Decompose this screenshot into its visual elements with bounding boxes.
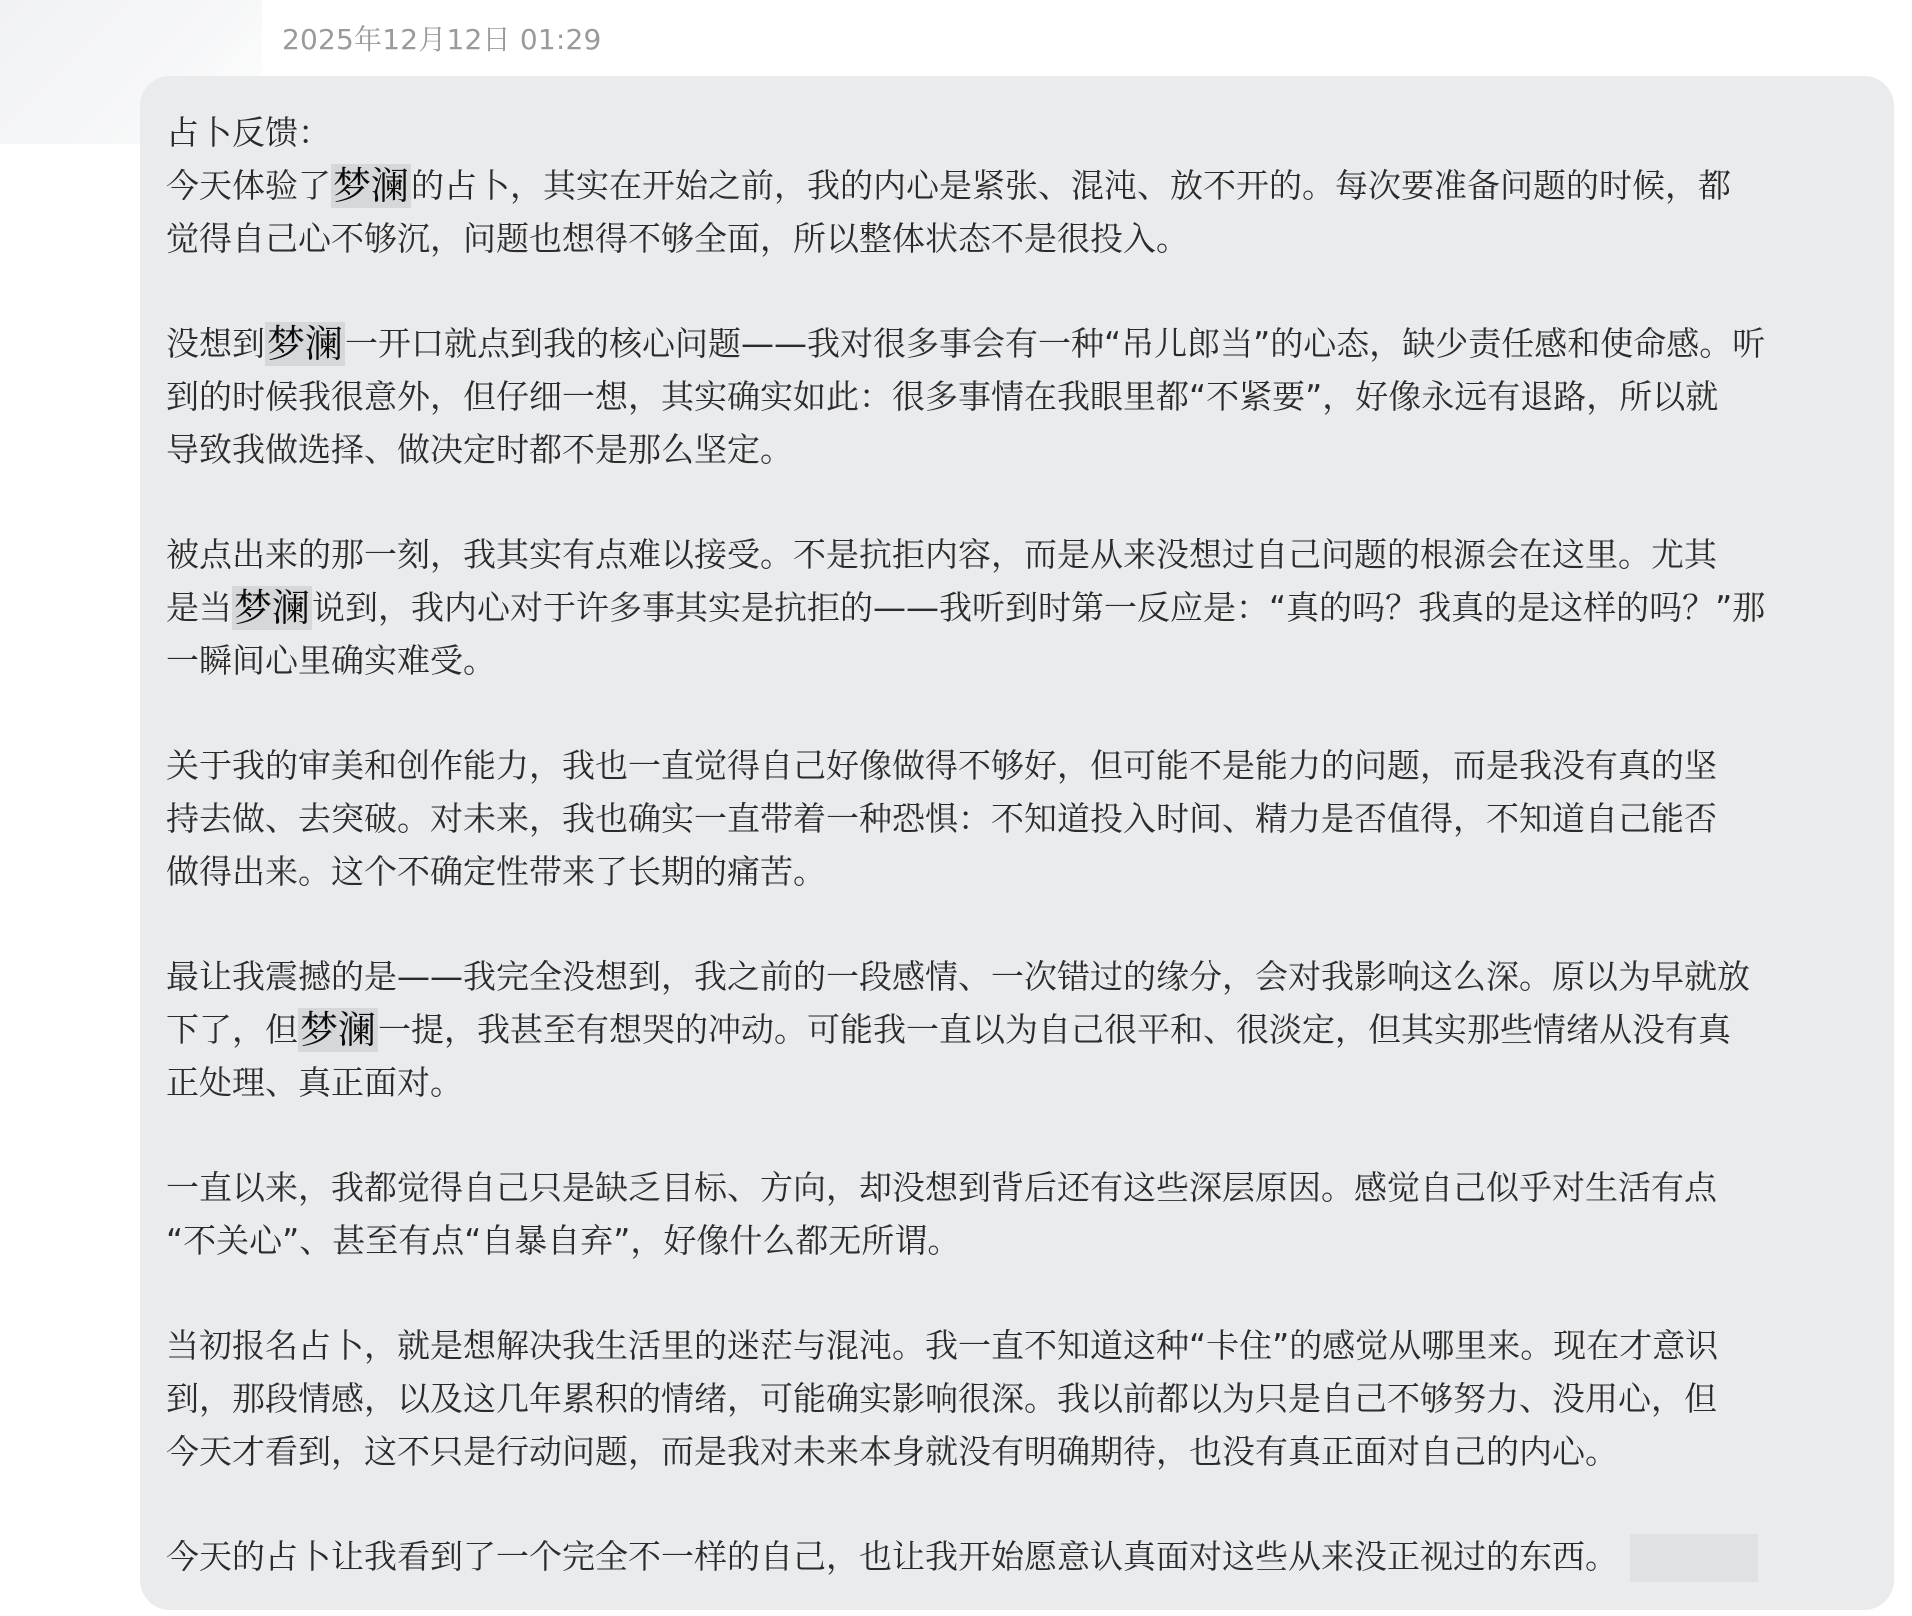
paragraph-3-line-2 xyxy=(166,581,1854,634)
paragraph-3-line-3: 一瞬间心里确实难受。 xyxy=(166,641,496,680)
text-segment: 没想到 xyxy=(166,324,265,363)
paragraph-5-line-3: 正处理、真正面对。 xyxy=(166,1063,463,1102)
paragraph-5-line-1: 最让我震撼的是——我完全没想到，我之前的一段感情、一次错过的缘分，会对我影响这么深。原以为早就放 xyxy=(166,957,1750,996)
paragraph-4-line-1: 关于我的审美和创作能力，我也一直觉得自己好像做得不够好，但可能不是能力的问题，而是我没有真的坚 xyxy=(166,746,1717,785)
paragraph-6-line-2: “不关心”、甚至有点“自暴自弃”，好像什么都无所谓。 xyxy=(166,1221,961,1260)
text-segment: 一开口就点到我的核心问题——我对很多事会有一种“吊儿郎当”的心态，缺少责任感和使命感。听 xyxy=(345,324,1766,363)
text-segment: 今天体验了 xyxy=(166,166,331,205)
paragraph-2-line-1 xyxy=(166,317,1854,370)
paragraph-6-line-1: 一直以来，我都觉得自己只是缺乏目标、方向，却没想到背后还有这些深层原因。感觉自己似乎对生活有点 xyxy=(166,1168,1717,1207)
text-segment: 下了，但 xyxy=(166,1010,298,1049)
message-bubble[interactable] xyxy=(140,76,1894,1610)
paragraph-2-line-3: 导致我做选择、做决定时都不是那么坚定。 xyxy=(166,430,793,469)
paragraph-1-line-1 xyxy=(166,159,1854,212)
paragraph-2-line-2: 到的时候我很意外，但仔细一想，其实确实如此：很多事情在我眼里都“不紧要”，好像永远有退路，所以就 xyxy=(166,377,1719,416)
text-segment: 说到，我内心对于许多事其实是抗拒的——我听到时第一反应是：“真的吗？我真的是这样的吗？”那 xyxy=(312,588,1766,627)
paragraph-gap xyxy=(166,265,1854,317)
paragraph-4-line-2: 持去做、去突破。对未来，我也确实一直带着一种恐惧：不知道投入时间、精力是否值得，不知道自己能否 xyxy=(166,799,1717,838)
paragraph-4-line-3: 做得出来。这个不确定性带来了长期的痛苦。 xyxy=(166,852,826,891)
paragraph-gap xyxy=(166,898,1854,950)
paragraph-gap xyxy=(166,476,1854,528)
paragraph-gap xyxy=(166,1109,1854,1161)
text-segment: 今天的占卜让我看到了一个完全不一样的自己，也让我开始愿意认真面对这些从来没正视过的东西。 xyxy=(166,1537,1618,1576)
paragraph-3-line-1: 被点出来的那一刻，我其实有点难以接受。不是抗拒内容，而是从来没想过自己问题的根源会在这里。尤其 xyxy=(166,535,1717,574)
text-segment: 的占卜，其实在开始之前，我的内心是紧张、混沌、放不开的。每次要准备问题的时候，都 xyxy=(411,166,1732,205)
message-title: 占卜反馈： xyxy=(166,113,331,152)
paragraph-5-line-2 xyxy=(166,1003,1854,1056)
redacted-block xyxy=(1630,1534,1758,1582)
highlighted-name: 梦澜 xyxy=(267,322,344,366)
paragraph-gap xyxy=(166,1267,1854,1319)
highlighted-name: 梦澜 xyxy=(333,164,410,208)
paragraph-7-line-3: 今天才看到，这不只是行动问题，而是我对未来本身就没有明确期待，也没有真正面对自己的内心。 xyxy=(166,1432,1618,1471)
paragraph-gap xyxy=(166,1478,1854,1530)
highlighted-name: 梦澜 xyxy=(234,586,311,630)
paragraph-1-line-2: 觉得自己心不够沉，问题也想得不够全面，所以整体状态不是很投入。 xyxy=(166,219,1189,258)
message-timestamp: 2025年12月12日 01:29 xyxy=(282,23,602,56)
text-segment: 是当 xyxy=(166,588,232,627)
paragraph-8-line-1 xyxy=(166,1530,1854,1583)
paragraph-7-line-2: 到，那段情感，以及这几年累积的情绪，可能确实影响很深。我以前都以为只是自己不够努力、没用心，但 xyxy=(166,1379,1717,1418)
paragraph-7-line-1: 当初报名占卜，就是想解决我生活里的迷茫与混沌。我一直不知道这种“卡住”的感觉从哪里来。现在才意识 xyxy=(166,1326,1719,1365)
paragraph-gap xyxy=(166,687,1854,739)
highlighted-name: 梦澜 xyxy=(300,1008,377,1052)
text-segment: 一提，我甚至有想哭的冲动。可能我一直以为自己很平和、很淡定，但其实那些情绪从没有真 xyxy=(378,1010,1732,1049)
